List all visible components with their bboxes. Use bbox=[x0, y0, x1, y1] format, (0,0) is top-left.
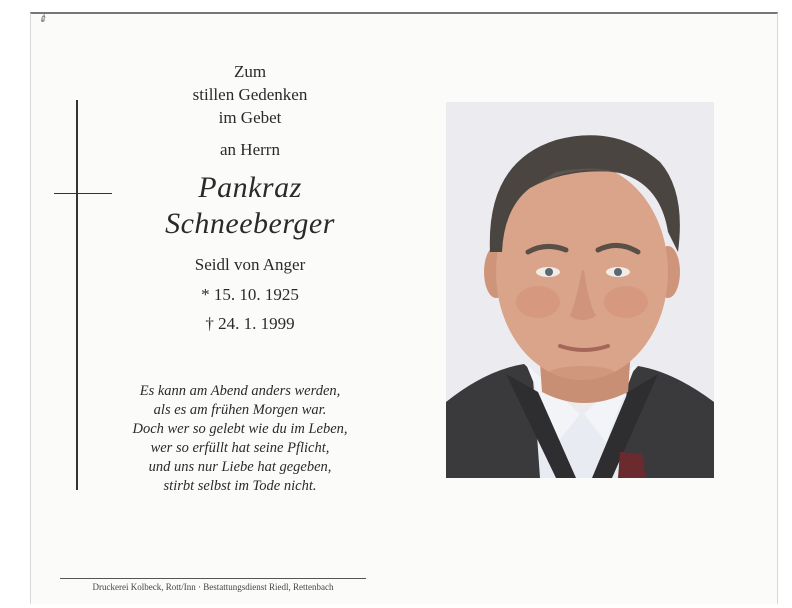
first-name: Pankraz bbox=[198, 171, 302, 204]
cross-vertical-bar bbox=[76, 100, 78, 490]
pen-mark-icon: ✐ bbox=[37, 12, 51, 27]
poem-line: Doch wer so gelebt wie du im Leben, bbox=[132, 421, 348, 437]
last-name: Schneeberger bbox=[165, 207, 335, 240]
salutation: an Herrn bbox=[220, 140, 280, 159]
death-date: † 24. 1. 1999 bbox=[205, 314, 295, 333]
poem-line: stirbt selbst im Tode nicht. bbox=[163, 478, 317, 494]
heading-line: Zum bbox=[233, 62, 267, 81]
printer-credit: Druckerei Kolbeck, Rott/Inn · Bestattungsdienst Riedl, Rettenbach bbox=[92, 582, 334, 592]
memorial-heading bbox=[150, 60, 350, 129]
cross-horizontal-bar bbox=[54, 193, 112, 194]
portrait-illustration bbox=[446, 102, 714, 478]
portrait-photo bbox=[446, 102, 714, 478]
poem-line: als es am frühen Morgen war. bbox=[153, 402, 327, 418]
poem-line: wer so erfüllt hat seine Pflicht, bbox=[150, 440, 330, 456]
birth-date: * 15. 10. 1925 bbox=[201, 285, 299, 304]
heading-line: im Gebet bbox=[218, 108, 282, 127]
house-name: Seidl von Anger bbox=[194, 255, 306, 274]
deceased-name bbox=[120, 170, 380, 242]
heading-line: stillen Gedenken bbox=[192, 85, 308, 104]
poem-line: Es kann am Abend anders werden, bbox=[139, 383, 341, 399]
poem-line: und uns nur Liebe hat gegeben, bbox=[148, 459, 332, 475]
footer-divider bbox=[60, 578, 366, 579]
memorial-poem bbox=[104, 382, 376, 496]
